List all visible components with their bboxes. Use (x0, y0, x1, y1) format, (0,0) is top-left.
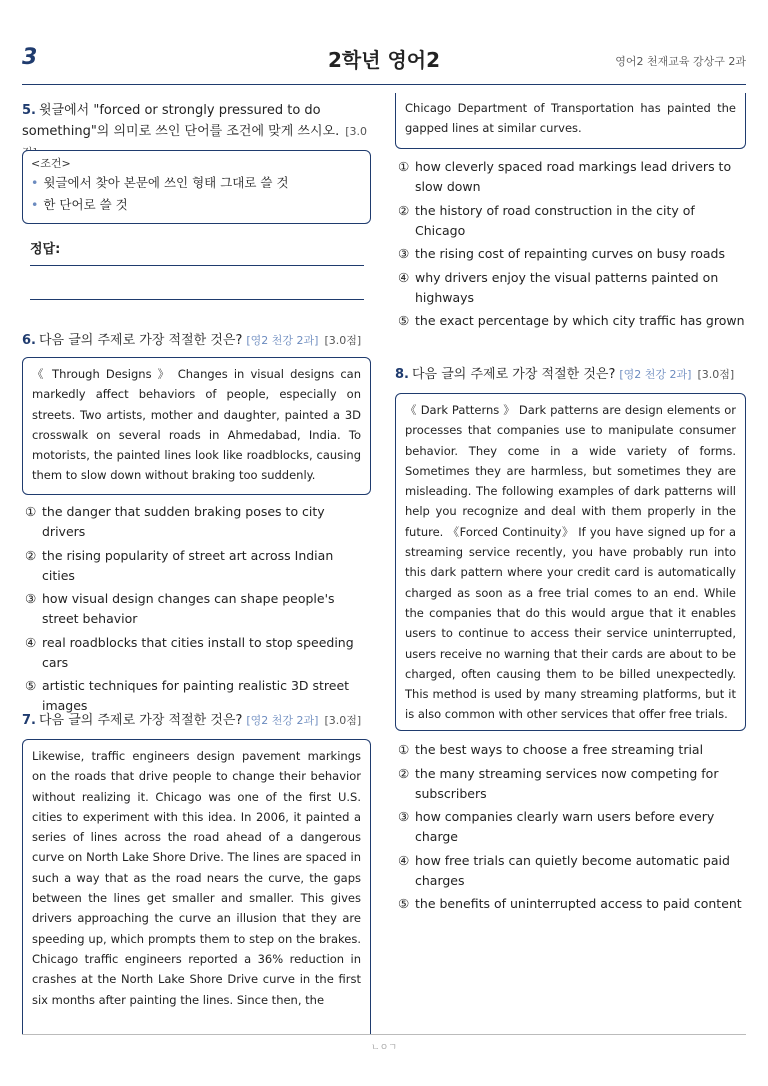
footer-divider (22, 1034, 746, 1035)
choice-option[interactable]: ③ how companies clearly warn users before every charge (398, 809, 715, 844)
choice-option[interactable]: ② the rising popularity of street art across Indian cities (25, 547, 334, 583)
question-points: [3.0 (345, 125, 368, 138)
answer-line[interactable] (30, 265, 364, 266)
choice-list (25, 502, 370, 720)
question-text: 다음 글의 주제로 가장 적절한 것은? (38, 713, 243, 728)
condition-item: • 한 단어로 쓸 것 (31, 197, 128, 212)
footer-mark: ㄴㅇㄱ (370, 1043, 398, 1053)
passage-box-continued (395, 93, 746, 149)
condition-item: • 윗글에서 찾아 본문에 쓰인 형태 그대로 쓸 것 (31, 175, 289, 190)
question-7-prompt (22, 710, 382, 731)
bullet-icon: • (31, 175, 39, 190)
question-text: 다음 글의 주제로 가장 적절한 것은? (38, 333, 243, 348)
choice-option[interactable]: ② the history of road construction in the city of Chicago (398, 202, 695, 238)
passage-text: 《 Dark Patterns 》 Dark patterns are design elements or processes that companies use to manipulate consumer behavior. They come in a wide variety of forms. Sometimes they are harmless, but sometimes they are misleading. The following examples of dark patterns will help you recognize and deal with them properly in the future. 《Forced Continuity》 If you have signed up for a streaming service recently, you have probably run into this dark pattern where your credit card is automatically charged as soon as a free trial comes to an end. While the companies that do this would argue that it enables users to continue to access their service uninterrupted, users receive no warning that their cards are about to be charged, often causing them to be billed unexpectedly. This method is used by many streaming platforms, but it is also common with other services that offer free trials. (405, 403, 736, 722)
question-source: [영2 천강 2과] (619, 368, 692, 381)
question-6-prompt (22, 330, 382, 351)
condition-box (22, 150, 371, 224)
choice-option[interactable]: ① how cleverly spaced road markings lead drivers to slow down (398, 159, 732, 194)
choice-option[interactable]: ⑤ artistic techniques for painting realistic 3D street images (25, 678, 350, 713)
choice-option[interactable]: ① the best ways to choose a free streaming trial (398, 742, 704, 757)
choice-option[interactable]: ③ how visual design changes can shape people's street behavior (25, 591, 335, 626)
answer-label: 정답: (30, 242, 61, 257)
question-text: 다음 글의 주제로 가장 적절한 것은? (411, 367, 616, 382)
choice-list (398, 157, 746, 335)
question-number: 5. (22, 103, 36, 118)
page-title: 2학년 영어2 (327, 48, 441, 72)
choice-option[interactable]: ⑤ the benefits of uninterrupted access to paid content (398, 896, 742, 911)
header-divider (22, 84, 746, 85)
bullet-icon: • (31, 197, 39, 212)
passage-box (395, 393, 746, 731)
page-number: 3 (22, 45, 38, 70)
question-points: [3.0점] (324, 334, 362, 347)
question-text: 윗글에서 "forced or strongly pressured to do something"의 의미로 쓰인 단어를 조건에 맞게 쓰시오. (22, 103, 340, 139)
passage-box (22, 357, 371, 495)
question-number: 6. (22, 333, 36, 348)
question-source: [영2 천강 2과] (246, 334, 319, 347)
passage-box (22, 739, 371, 1035)
choice-option[interactable]: ⑤ the exact percentage by which city traffic has grown (398, 313, 745, 328)
passage-text: 《 Through Designs 》 Changes in visual designs can markedly affect behaviors of people, especially on streets. Two artists, mother and daughter, painted a 3D crosswalk on several roads in Ahmedabad, India. To motorists, the painted lines look like roadblocks, causing them to slow down without braking too suddenly. (32, 367, 361, 483)
choice-option[interactable]: ④ why drivers enjoy the visual patterns painted on highways (398, 269, 719, 305)
choice-option[interactable]: ④ how free trials can quietly become automatic paid charges (398, 852, 730, 888)
choice-list (398, 740, 746, 918)
question-number: 7. (22, 713, 36, 728)
answer-line[interactable] (30, 299, 364, 300)
condition-title: <조건> (31, 157, 71, 170)
question-source: [영2 천강 2과] (246, 714, 319, 727)
choice-option[interactable]: ① the danger that sudden braking poses to city drivers (25, 504, 325, 539)
question-number: 8. (395, 367, 409, 382)
question-8-prompt (395, 364, 750, 385)
question-points: [3.0점] (324, 714, 362, 727)
passage-text: Chicago Department of Transportation has painted the gapped lines at similar curves. (405, 101, 736, 136)
passage-text: Likewise, traffic engineers design pavement markings on the roads that drive people to change their behavior without realizing it. Chicago was one of the first U.S. cities to experiment with this idea. In 2006, it painted a series of lines across the road ahead of a dangerous curve on North Lake Shore Drive. The lines are spaced in such a way that as the road nears the curve, the gaps between the lines get smaller and smaller. This gives drivers approaching the curve an illusion that they are speeding up, which prompts them to step on the brakes. Chicago traffic engineers reported a 36% reduction in crashes at the North Lake Shore Drive curve in the first six months after painting the lines. Since then, the (32, 749, 361, 1007)
header-subtitle: 영어2 천재교육 강상구 2과 (615, 55, 746, 68)
choice-option[interactable]: ④ real roadblocks that cities install to stop speeding cars (25, 634, 354, 670)
choice-option[interactable]: ② the many streaming services now competing for subscribers (398, 765, 719, 801)
choice-option[interactable]: ③ the rising cost of repainting curves on busy roads (398, 246, 726, 261)
question-points: [3.0점] (697, 368, 735, 381)
